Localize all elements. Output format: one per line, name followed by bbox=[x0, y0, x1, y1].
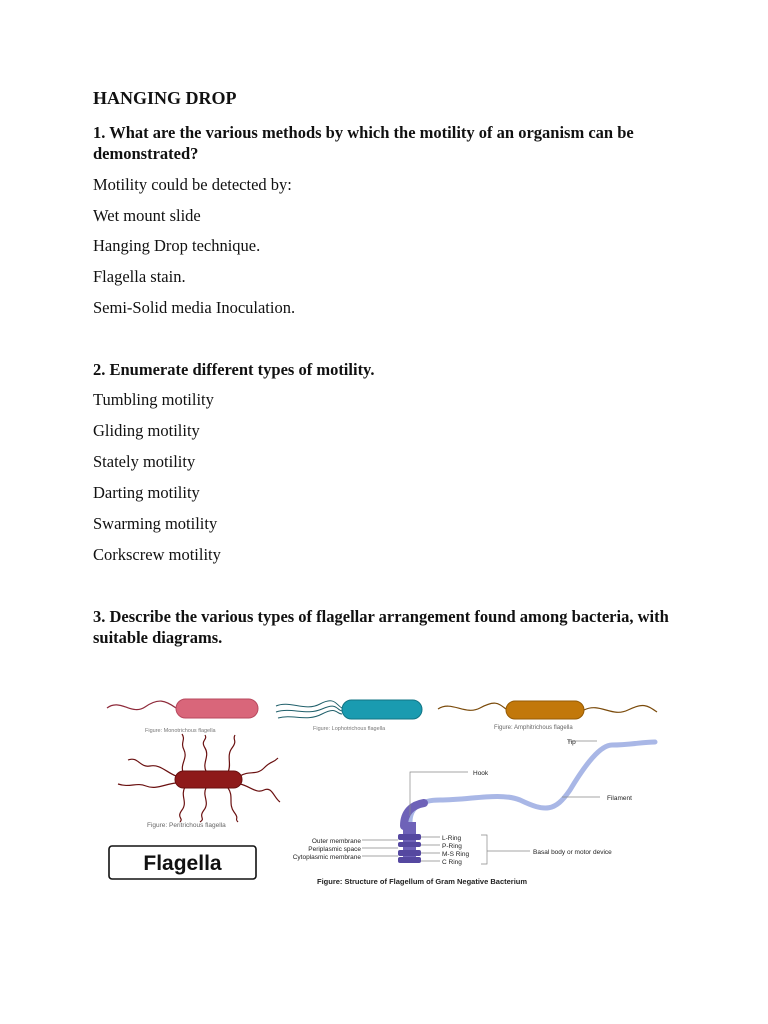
caption-monotrichous: Figure: Monotrichous flagella bbox=[145, 728, 216, 734]
q1-answer-4: Semi-Solid media Inoculation. bbox=[93, 298, 296, 317]
l-ring-shape bbox=[398, 834, 421, 840]
caption-structure: Figure: Structure of Flagellum of Gram Negative Bacterium bbox=[317, 877, 528, 886]
label-tip: Tip bbox=[567, 739, 576, 746]
leader-lines bbox=[362, 741, 600, 864]
flagella-figure bbox=[100, 686, 670, 896]
label-ms-ring: M-S Ring bbox=[442, 851, 470, 858]
label-basal-body: Basal body or motor device bbox=[533, 849, 612, 856]
label-l-ring: L-Ring bbox=[442, 835, 462, 842]
caption-amphitrichous: Figure: Amphitrichous flagella bbox=[494, 725, 573, 731]
p-ring-shape bbox=[398, 842, 421, 847]
filament-shape bbox=[410, 742, 655, 822]
label-periplasmic-space: Periplasmic space bbox=[308, 846, 361, 853]
question-2: 2. Enumerate different types of motility. bbox=[93, 360, 375, 379]
q2-answer-4: Darting motility bbox=[93, 483, 200, 502]
q1-answer-2: Hanging Drop technique. bbox=[93, 236, 261, 255]
q1-answer-3: Flagella stain. bbox=[93, 267, 186, 286]
label-filament: Filament bbox=[607, 795, 632, 802]
q2-answer-1: Tumbling motility bbox=[93, 390, 214, 409]
amphitrichous-bacterium bbox=[438, 701, 657, 719]
q2-answer-3: Stately motility bbox=[93, 452, 196, 471]
label-hook: Hook bbox=[473, 770, 489, 777]
caption-peritrichous: Figure: Peritrichous flagella bbox=[147, 822, 226, 829]
label-cytoplasmic-membrane: Cytoplasmic membrane bbox=[292, 854, 361, 861]
monotrichous-bacterium bbox=[107, 699, 258, 718]
q2-answer-5: Swarming motility bbox=[93, 514, 218, 533]
caption-lophotrichous: Figure: Lophotrichous flagella bbox=[313, 726, 386, 732]
c-ring-shape bbox=[398, 857, 421, 863]
page-title: HANGING DROP bbox=[93, 88, 237, 108]
label-c-ring: C Ring bbox=[442, 859, 462, 866]
ms-ring-shape bbox=[398, 850, 421, 856]
peritrichous-body bbox=[175, 771, 242, 788]
question-1: 1. What are the various methods by which the motility of an organism can be demonstrated? bbox=[93, 123, 634, 163]
q2-answer-6: Corkscrew motility bbox=[93, 545, 221, 564]
badge-text: Flagella bbox=[143, 852, 222, 875]
question-3: 3. Describe the various types of flagellar arrangement found among bacteria, with suitable diagrams. bbox=[93, 607, 669, 647]
q1-intro: Motility could be detected by: bbox=[93, 175, 292, 194]
label-outer-membrane: Outer membrane bbox=[311, 838, 361, 845]
lophotrichous-bacterium bbox=[276, 700, 422, 719]
q2-answer-2: Gliding motility bbox=[93, 421, 200, 440]
flagella-badge bbox=[109, 846, 256, 879]
q1-answer-1: Wet mount slide bbox=[93, 206, 201, 225]
label-p-ring: P-Ring bbox=[442, 843, 462, 850]
